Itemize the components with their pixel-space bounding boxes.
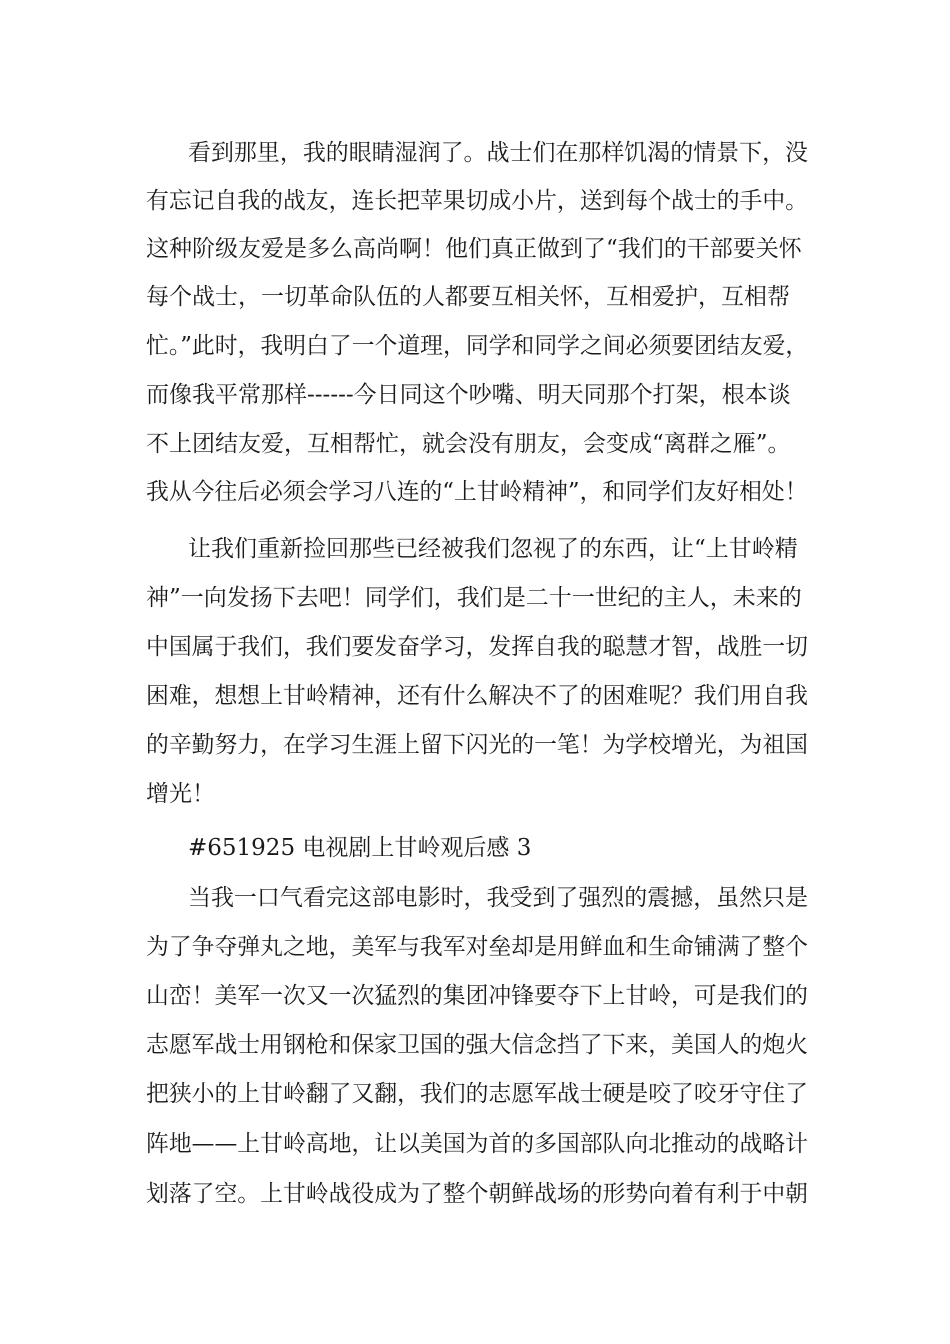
text-line: 而像我平常那样------今日同这个吵嘴、明天同那个打架，根本谈 [146, 382, 791, 408]
text-line: 有忘记自我的战友，连长把苹果切成小片，送到每个战士的手中。 [146, 188, 808, 214]
text-line: 把狭小的上甘岭翻了又翻，我们的志愿军战士硬是咬了咬牙守住了 [146, 1081, 808, 1107]
text-line: 山峦！美军一次又一次猛烈的集团冲锋要夺下上甘岭，可是我们的 [146, 983, 808, 1009]
text-line: 为了争夺弹丸之地，美军与我军对垒却是用鲜血和生命铺满了整个 [146, 934, 808, 960]
text-line: 阵地——上甘岭高地，让以美国为首的多国部队向北推动的战略计 [146, 1131, 808, 1157]
text-line: 忙。”此时，我明白了一个道理，同学和同学之间必须要团结友爱， [146, 333, 809, 359]
text-line: 这种阶级友爱是多么高尚啊！他们真正做到了“我们的干部要关怀 [146, 236, 802, 262]
text-line: 的辛勤努力，在学习生涯上留下闪光的一笔！为学校增光，为祖国 [146, 732, 808, 758]
text-line: 神”一向发扬下去吧！同学们，我们是二十一世纪的主人，未来的 [146, 585, 802, 611]
text-line: 我从今往后必须会学习八连的“上甘岭精神”，和同学们友好相处！ [146, 479, 808, 505]
text-line: 让我们重新捡回那些已经被我们忽视了的东西，让“上甘岭精 [188, 536, 798, 562]
text-line: 中国属于我们，我们要发奋学习，发挥自我的聪慧才智，战胜一切 [146, 634, 808, 660]
text-line: 不上团结友爱，互相帮忙，就会没有朋友，会变成“离群之雁”。 [146, 431, 791, 457]
text-line: 增光！ [146, 781, 215, 807]
text-line: 困难，想想上甘岭精神，还有什么解决不了的困难呢？我们用自我 [146, 683, 808, 709]
text-line: 志愿军战士用钢枪和保家卫国的强大信念挡了下来，美国人的炮火 [146, 1032, 808, 1058]
section-heading: #651925 电视剧上甘岭观后感 3 [188, 835, 532, 861]
text-line: 划落了空。上甘岭战役成为了整个朝鲜战场的形势向着有利于中朝 [146, 1181, 808, 1207]
text-line: 每个战士，一切革命队伍的人都要互相关怀，互相爱护，互相帮 [146, 284, 790, 310]
text-line: 看到那里，我的眼睛湿润了。战士们在那样饥渴的情景下，没 [188, 140, 809, 166]
text-line: 当我一口气看完这部电影时，我受到了强烈的震撼，虽然只是 [188, 885, 809, 911]
